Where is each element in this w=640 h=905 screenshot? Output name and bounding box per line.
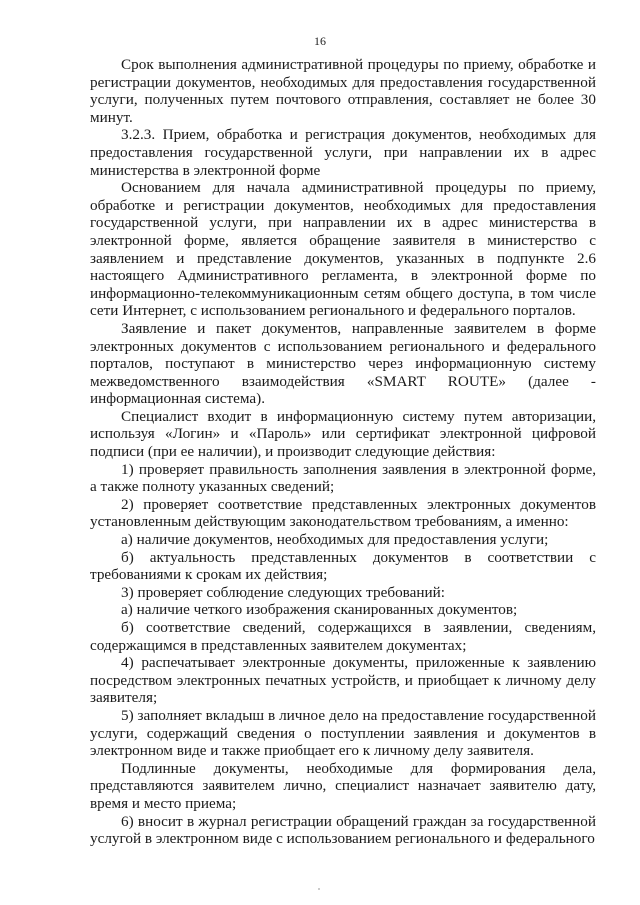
scan-artifact <box>318 888 320 890</box>
document-body <box>90 56 596 848</box>
list-item-6: 6) вносит в журнал регистрации обращений граждан за государственной услугой в электронном виде с использованием регионального и федерального <box>90 812 596 848</box>
list-item-3b: б) соответствие сведений, содержащихся в заявлении, сведениям, содержащимся в представленных заявителем документах; <box>90 619 596 654</box>
list-item-2a: а) наличие документов, необходимых для предоставления услуги; <box>121 531 549 549</box>
list-item-1: 1) проверяет правильность заполнения заявления в электронной форме, а также полноту указанных сведений; <box>90 460 596 496</box>
list-item-3: 3) проверяет соблюдение следующих требований: <box>121 583 445 601</box>
paragraph-specialist-login: Специалист входит в информационную систему путем авторизации, используя «Логин» и «Пароль» или сертификат электронной цифровой подписи (при ее наличии), и производит следующие действия: <box>90 407 596 461</box>
list-item-5: 5) заполняет вкладыш в личное дело на предоставление государственной услуги, содержащий сведения о поступлении заявления и документов в электронном виде и также приобщает его к личному делу заявителя. <box>90 706 596 760</box>
paragraph-basis: Основанием для начала административной процедуры по приему, обработке и регистрации документов, необходимых для предоставления государственной услуги, при направлении их в адрес министерства в электронной форме, является обращение заявителя в министерство с заявлением и представление документов, указанных в подпункте 2.6 настоящего Административного регламента, в электронной форме по информационно-телекоммуникационным сетям общего доступа, в том числе сети Интернет, с использованием регионального и федерального порталов. <box>90 179 596 320</box>
page-number: 16 <box>314 34 326 48</box>
list-item-3a: а) наличие четкого изображения сканированных документов; <box>121 601 518 619</box>
list-item-4: 4) распечатывает электронные документы, приложенные к заявлению посредством электронных печатных устройств, и приобщает к личному делу заявителя; <box>90 654 596 707</box>
list-item-2: 2) проверяет соответствие представленных электронных документов установленным действующим законодательством требованиям, а именно: <box>90 495 596 531</box>
paragraph-smart-route: Заявление и пакет документов, направленные заявителем в форме электронных документов с использованием регионального и федерального порталов, поступают в министерство через информационную систему межведомственного взаимодействия «SMART ROUTE» (далее - информационная система). <box>90 319 596 408</box>
section-heading-3-2-3: 3.2.3. Прием, обработка и регистрация документов, необходимых для предоставления государственной услуги, при направлении их в адрес министерства в электронной форме <box>90 126 596 179</box>
list-item-2b: б) актуальность представленных документов в соответствии с требованиями к срокам их действия; <box>90 548 596 584</box>
paragraph-processing-time: Срок выполнения административной процедуры по приему, обработке и регистрации документов, необходимых для предоставления государственной услуги, полученных путем почтового отправления, составляет не более 30 минут. <box>90 56 596 126</box>
paragraph-original-documents: Подлинные документы, необходимые для формирования дела, представляются заявителем лично, специалист назначает заявителю дату, время и место приема; <box>90 759 596 812</box>
